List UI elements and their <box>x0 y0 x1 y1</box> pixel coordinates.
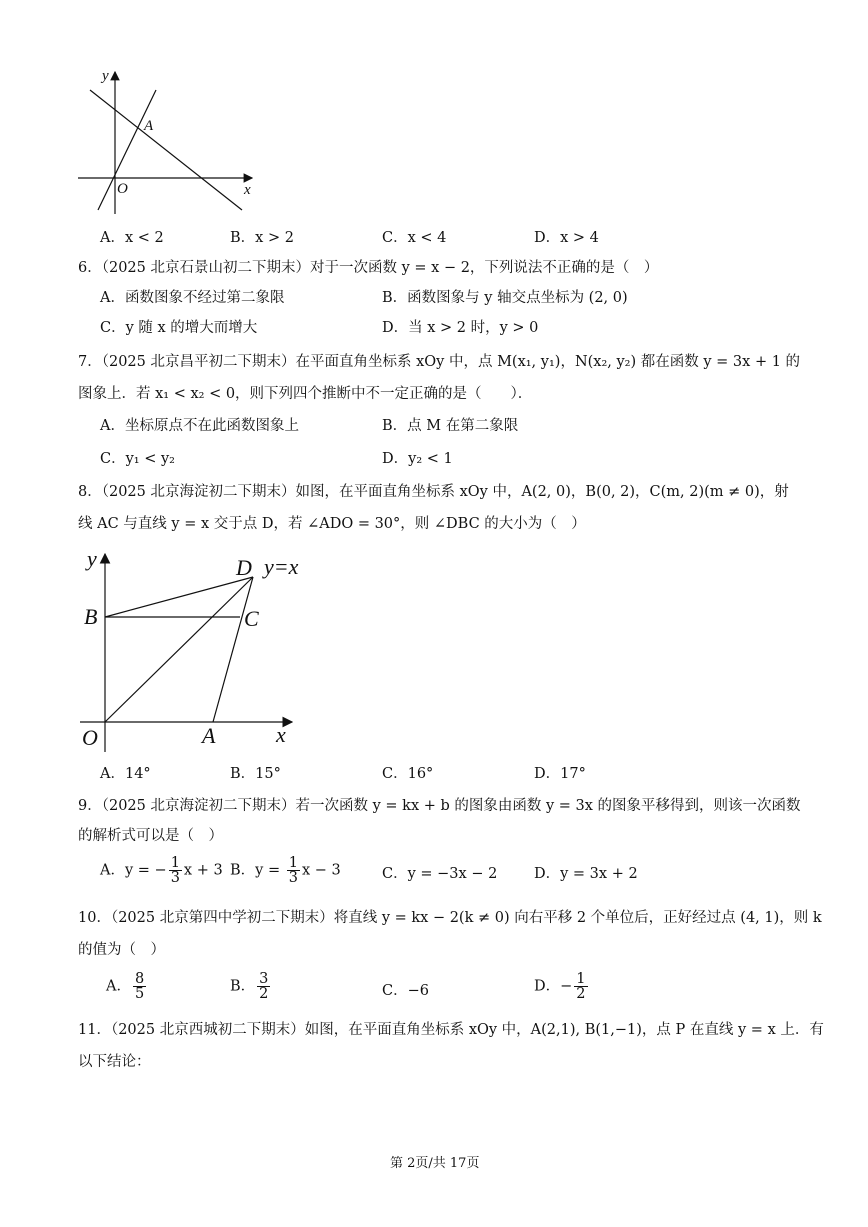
point-c-label: C <box>244 606 259 631</box>
q9-stem-line1: 9．（2025 北京海淀初二下期末）若一次函数 y = kx + b 的图象由函数 y = 3x 的图象平移得到，则该一次函数 <box>78 798 801 814</box>
q11-stem-line2: 以下结论： <box>78 1054 151 1070</box>
q10-option-a: A． $\frac{8}{5}$ <box>106 971 145 1002</box>
q9-stem-line2: 的解析式可以是（ ） <box>78 828 223 844</box>
q9-option-c: C．y = −3x − 2 <box>382 866 498 882</box>
q8-stem-line2: 线 AC 与直线 y = x 交于点 D，若 ∠ADO = 30°，则 ∠DBC 的大小为（ ） <box>78 516 586 532</box>
q6-option-c: C．y 随 x 的增大而增大 <box>100 320 258 336</box>
segment-od <box>105 577 253 722</box>
q6-option-a: A．函数图象不经过第二象限 <box>100 290 285 306</box>
x-label: x <box>244 182 251 198</box>
q7-stem-line1: 7．（2025 北京昌平初二下期末）在平面直角坐标系 xOy 中，点 M(x₁, y₁)，N(x₂, y₂) 都在函数 y = 3x + 1 的 <box>78 354 801 370</box>
q6-option-d: D．当 x > 2 时，y > 0 <box>382 320 539 336</box>
y-label: y <box>102 68 109 84</box>
q8-option-c: C．16° <box>382 766 434 782</box>
q8-stem-line1: 8．（2025 北京海淀初二下期末）如图，在平面直角坐标系 xOy 中，A(2, 0)，B(0, 2)，C(m, 2)(m ≠ 0)，射 <box>78 484 789 500</box>
point-b-label: B <box>84 604 98 629</box>
q5-option-c: C．x < 4 <box>382 230 447 246</box>
q10-option-b: B． $\frac{3}{2}$ <box>230 971 269 1002</box>
q10-option-d: D．− $\frac{1}{2}$ <box>534 971 586 1002</box>
q5-option-a: A．x < 2 <box>100 230 164 246</box>
figure-q8 <box>70 542 320 757</box>
ray-ac <box>213 577 253 722</box>
q10-stem-line1: 10．（2025 北京第四中学初二下期末）将直线 y = kx − 2(k ≠ 0) 向右平移 2 个单位后，正好经过点 (4, 1)，则 k <box>78 910 822 926</box>
q10-option-c: C．−6 <box>382 983 429 999</box>
origin-label: O <box>82 725 98 750</box>
q7-stem-line2: 图象上．若 x₁ < x₂ < 0，则下列四个推断中不一定正确的是（ ）． <box>78 386 533 402</box>
page-footer: 第 2页/共 17页 <box>390 1156 480 1171</box>
q11-stem-line1: 11．（2025 北京西城初二下期末）如图，在平面直角坐标系 xOy 中，A(2,1), B(1,−1)，点 P 在直线 y = x 上．有 <box>78 1022 824 1038</box>
line-yx-label: y=x <box>264 554 299 579</box>
q5-option-b: B．x > 2 <box>230 230 294 246</box>
point-a-label: A <box>144 118 154 134</box>
q9-option-a: A．y = − $\frac{1}{3}$ x + 3 <box>100 855 223 886</box>
origin-label: O <box>117 181 128 197</box>
q7-option-c: C．y₁ < y₂ <box>100 451 175 467</box>
figure-q5 <box>70 62 270 222</box>
q5-option-d: D．x > 4 <box>534 230 599 246</box>
q7-option-a: A．坐标原点不在此函数图象上 <box>100 418 299 434</box>
x-label: x <box>276 722 286 747</box>
q6-option-b: B．函数图象与 y 轴交点坐标为 (2, 0) <box>382 290 628 306</box>
point-a-label: A <box>202 723 216 748</box>
q8-option-b: B．15° <box>230 766 281 782</box>
q10-stem-line2: 的值为（ ） <box>78 942 165 958</box>
segment-bd <box>105 577 253 617</box>
q8-option-d: D．17° <box>534 766 586 782</box>
line-decreasing <box>90 90 242 210</box>
q9-option-d: D．y = 3x + 2 <box>534 866 638 882</box>
q6-stem: 6．（2025 北京石景山初二下期末）对于一次函数 y = x − 2，下列说法不正确的是（ ） <box>78 260 659 276</box>
q7-option-d: D．y₂ < 1 <box>382 451 453 467</box>
q9-option-b: B．y = $\frac{1}{3}$ x − 3 <box>230 855 341 886</box>
q8-option-a: A．14° <box>100 766 151 782</box>
y-label: y <box>87 546 97 571</box>
q7-option-b: B．点 M 在第二象限 <box>382 418 519 434</box>
point-d-label: D <box>236 555 252 580</box>
